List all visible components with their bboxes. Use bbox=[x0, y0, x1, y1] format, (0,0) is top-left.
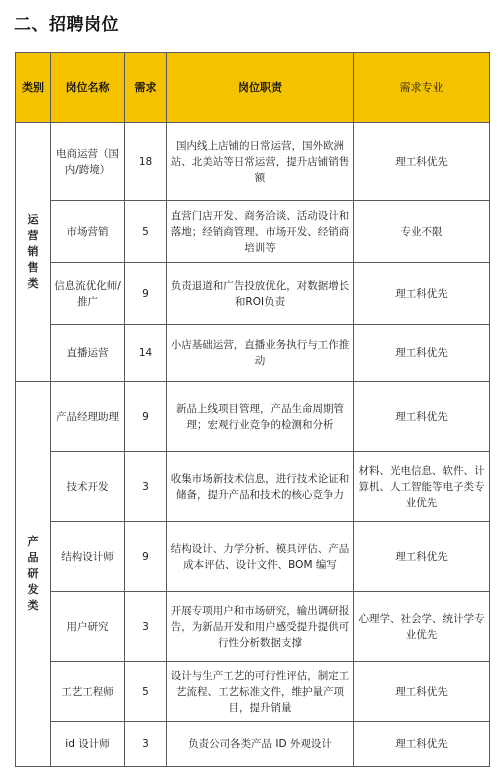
table-row bbox=[16, 325, 490, 382]
duty-cell: 开展专项用户和市场研究，输出调研报告，为新品开发和用户感受提升提供可行性分析数据支撑 bbox=[167, 592, 354, 662]
major-cell: 材料、光电信息、软件、计算机、人工智能等电子类专业优先 bbox=[354, 452, 490, 522]
header-category: 类别 bbox=[16, 53, 51, 123]
category-cell bbox=[16, 382, 51, 767]
demand-cell: 9 bbox=[125, 263, 167, 325]
duty-cell: 新品上线项目管理，产品生命周期管理；宏观行业竞争的检测和分析 bbox=[167, 382, 354, 452]
recruitment-table bbox=[15, 52, 490, 767]
demand-cell: 3 bbox=[125, 592, 167, 662]
category-cell bbox=[16, 123, 51, 382]
major-cell: 心理学、社会学、统计学专业优先 bbox=[354, 592, 490, 662]
position-cell: 产品经理助理 bbox=[51, 382, 125, 452]
table-row bbox=[16, 662, 490, 722]
table-row bbox=[16, 382, 490, 452]
position-cell: 技术开发 bbox=[51, 452, 125, 522]
position-cell: 市场营销 bbox=[51, 201, 125, 263]
demand-cell: 18 bbox=[125, 123, 167, 201]
position-cell: 工艺工程师 bbox=[51, 662, 125, 722]
major-cell: 理工科优先 bbox=[354, 722, 490, 767]
header-duty: 岗位职责 bbox=[167, 53, 354, 123]
demand-cell: 14 bbox=[125, 325, 167, 382]
table-row bbox=[16, 201, 490, 263]
demand-cell: 5 bbox=[125, 201, 167, 263]
table-row bbox=[16, 722, 490, 767]
duty-cell: 国内线上店铺的日常运营，国外欧洲站、北美站等日常运营，提升店铺销售额 bbox=[167, 123, 354, 201]
position-cell: 电商运营（国内/跨境） bbox=[51, 123, 125, 201]
major-cell: 理工科优先 bbox=[354, 662, 490, 722]
demand-cell: 9 bbox=[125, 382, 167, 452]
section-title: 二、招聘岗位 bbox=[14, 15, 119, 35]
duty-cell: 小店基础运营，直播业务执行与工作推动 bbox=[167, 325, 354, 382]
table-row bbox=[16, 452, 490, 522]
position-cell: 结构设计师 bbox=[51, 522, 125, 592]
category-label: 产品研发类 bbox=[27, 535, 39, 612]
major-cell: 专业不限 bbox=[354, 201, 490, 263]
major-cell: 理工科优先 bbox=[354, 123, 490, 201]
major-cell: 理工科优先 bbox=[354, 325, 490, 382]
category-label: 运营销售类 bbox=[27, 213, 39, 290]
position-cell: 用户研究 bbox=[51, 592, 125, 662]
position-cell: 直播运营 bbox=[51, 325, 125, 382]
demand-cell: 3 bbox=[125, 452, 167, 522]
header-demand: 需求 bbox=[125, 53, 167, 123]
header-position: 岗位名称 bbox=[51, 53, 125, 123]
major-cell: 理工科优先 bbox=[354, 382, 490, 452]
position-cell: id 设计师 bbox=[51, 722, 125, 767]
duty-cell: 负责退道和广告投放优化，对数据增长和ROI负责 bbox=[167, 263, 354, 325]
major-cell: 理工科优先 bbox=[354, 263, 490, 325]
demand-cell: 5 bbox=[125, 662, 167, 722]
duty-cell: 设计与生产工艺的可行性评估，制定工艺流程、工艺标准文件，维护量产项目，提升销量 bbox=[167, 662, 354, 722]
table-row bbox=[16, 123, 490, 201]
duty-cell: 直营门店开发、商务洽谈、活动设计和落地；经销商管理、市场开发、经销商培训等 bbox=[167, 201, 354, 263]
table-row bbox=[16, 263, 490, 325]
demand-cell: 9 bbox=[125, 522, 167, 592]
position-cell: 信息流优化师/推广 bbox=[51, 263, 125, 325]
demand-cell: 3 bbox=[125, 722, 167, 767]
duty-cell: 收集市场新技术信息，进行技术论证和储备，提升产品和技术的核心竞争力 bbox=[167, 452, 354, 522]
duty-cell: 结构设计、力学分析、模具评估、产品成本评估、设计文件、BOM 编写 bbox=[167, 522, 354, 592]
table-row bbox=[16, 522, 490, 592]
table-header-row bbox=[16, 53, 490, 123]
duty-cell: 负责公司各类产品 ID 外观设计 bbox=[167, 722, 354, 767]
header-major: 需求专业 bbox=[354, 53, 490, 123]
table-row bbox=[16, 592, 490, 662]
major-cell: 理工科优先 bbox=[354, 522, 490, 592]
